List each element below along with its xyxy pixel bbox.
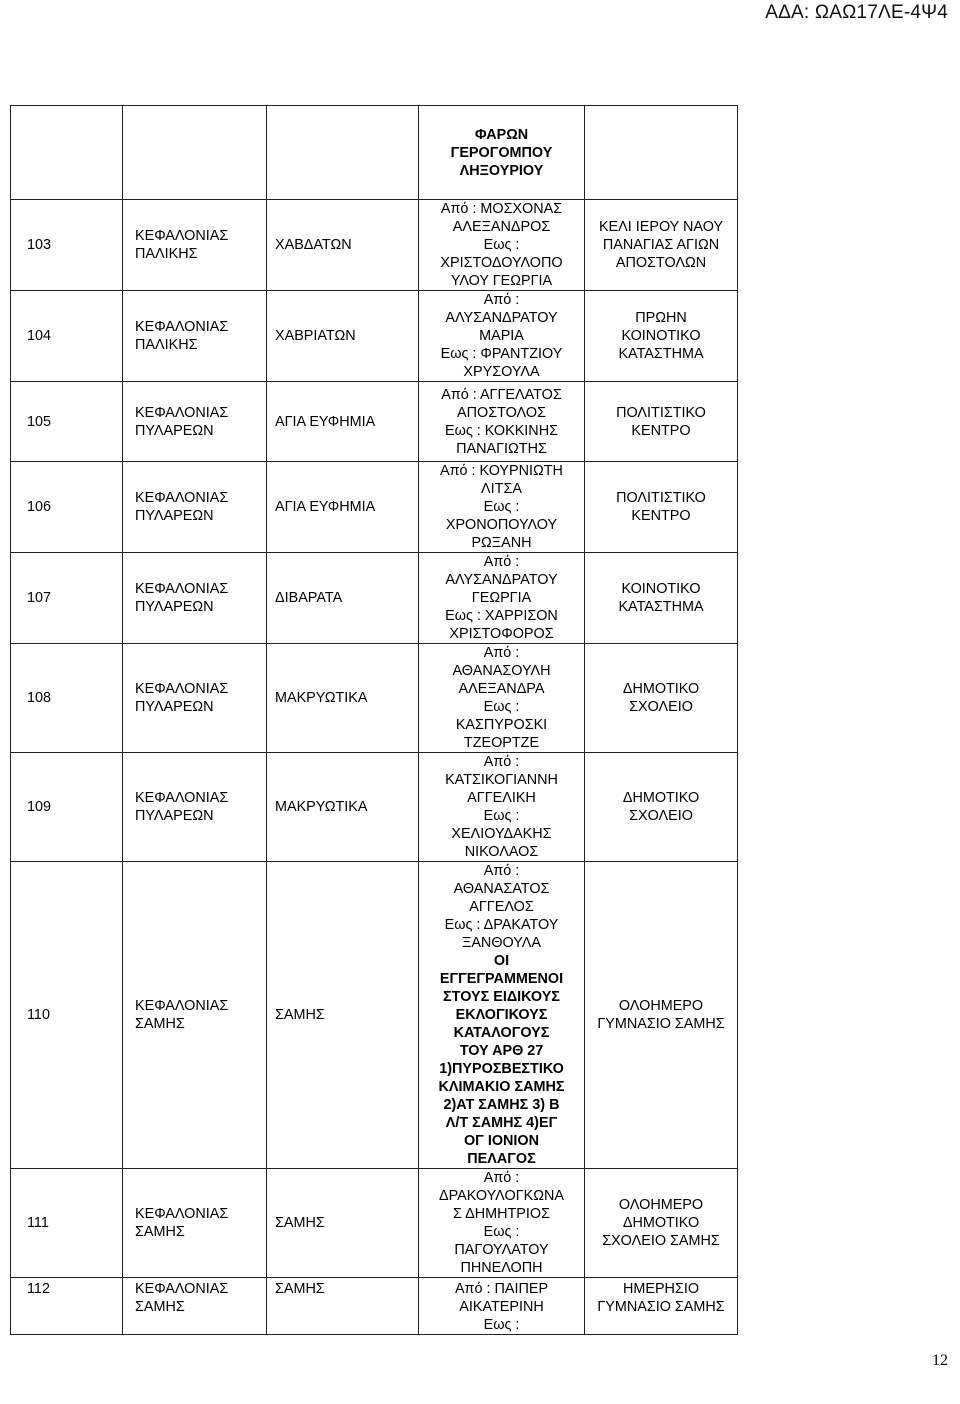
row-number: 109 [11,753,123,862]
name-line: Εως : [483,808,520,824]
location-line: ΠΡΩΗΝ [635,310,687,326]
place-cell: ΔΙΒΑΡΑΤΑ [267,553,419,644]
location-line: ΚΟΙΝΟΤΙΚΟ [621,328,701,344]
municipality-line: ΠΑΛΙΚΗΣ [135,246,198,262]
location-line: ΓΥΜΝΑΣΙΟ ΣΑΜΗΣ [597,1016,725,1032]
ada-code: ΑΔΑ: ΩΑΩ17ΛΕ-4Ψ4 [765,2,948,23]
special-voters-line: ΚΑΤΑΛΟΓΟΥΣ [453,1025,550,1041]
municipality-cell [123,462,267,553]
name-line: Από : ΑΓΓΕΛΑΤΟΣ [441,386,562,403]
name-line: Εως : [483,237,520,253]
name-line: ΑΛΥΣΑΝΔΡΑΤΟΥ [445,572,558,588]
name-line: ΑΙΚΑΤΕΡΙΝΗ [459,1299,544,1315]
location-line: ΑΠΟΣΤΟΛΩΝ [615,255,707,271]
table-row [11,382,738,462]
header-line: ΦΑΡΩΝ [474,126,529,143]
location-line: ΚΟΙΝΟΤΙΚΟ [621,581,701,597]
name-line: ΑΘΑΝΑΣΑΤΟΣ [453,881,550,897]
name-line: ΚΑΣΠΥΡΟΣΚΙ [455,717,548,733]
name-line: ΛΙΤΣΑ [481,481,522,497]
municipality-line: ΠΥΛΑΡΕΩΝ [135,508,214,524]
name-line: Από : [483,292,520,308]
name-line: ΧΡΙΣΤΟΔΟΥΛΟΠΟ [440,255,563,271]
name-line: ΠΗΝΕΛΟΠΗ [460,1260,543,1276]
location-line: ΣΧΟΛΕΙΟ [629,808,693,824]
special-voters-line: ΟΙ [493,953,510,969]
row-number: 103 [11,200,123,291]
place-cell: ΣΑΜΗΣ [267,862,419,1169]
table-row [11,862,738,1169]
place-cell: ΜΑΚΡΥΩΤΙΚΑ [267,753,419,862]
municipality-line: ΚΕΦΑΛΟΝΙΑΣ [135,404,229,421]
table-header-row [11,106,738,200]
municipality-line: ΚΕΦΑΛΟΝΙΑΣ [135,681,229,697]
location-line: ΣΧΟΛΕΙΟ ΣΑΜΗΣ [602,1233,720,1249]
name-line: ΥΛΟΥ ΓΕΩΡΓΙΑ [450,273,553,289]
municipality-line: ΠΥΛΑΡΕΩΝ [135,599,214,615]
name-line: ΝΙΚΟΛΑΟΣ [464,844,539,860]
committee-names-cell [419,644,585,753]
location-line: ΓΥΜΝΑΣΙΟ ΣΑΜΗΣ [597,1299,725,1315]
table-row [11,1169,738,1278]
header-line: ΓΕΡΟΓΟΜΠΟΥ [450,144,553,161]
special-voters-line: ΚΛΙΜΑΚΙΟ ΣΑΜΗΣ [438,1079,565,1095]
municipality-line: ΣΑΜΗΣ [135,1299,185,1315]
name-line: ΜΑΡΙΑ [479,328,524,344]
municipality-line: ΠΥΛΑΡΕΩΝ [135,422,214,439]
row-number: 108 [11,644,123,753]
location-cell [585,753,738,862]
municipality-line: ΚΕΦΑΛΟΝΙΑΣ [135,228,229,244]
committee-names-cell [419,200,585,291]
municipality-line: ΚΕΦΑΛΟΝΙΑΣ [135,998,229,1014]
location-line: ΣΧΟΛΕΙΟ [629,699,693,715]
special-voters-line: ΕΓΓΕΓΡΑΜΜΕΝΟΙ [439,971,564,987]
location-line: ΚΑΤΑΣΤΗΜΑ [618,346,704,362]
location-cell [585,644,738,753]
municipality-cell [123,1278,267,1335]
row-number: 106 [11,462,123,553]
municipality-cell [123,862,267,1169]
name-line: ΚΑΤΣΙΚΟΓΙΑΝΝΗ [445,772,558,788]
municipality-line: ΚΕΦΑΛΟΝΙΑΣ [135,319,229,335]
municipality-cell [123,1169,267,1278]
municipality-cell [123,644,267,753]
special-voters-line: ΕΚΛΟΓΙΚΟΥΣ [455,1007,548,1023]
location-line: ΟΛΟΗΜΕΡΟ [618,998,704,1014]
place-cell: ΧΑΒΡΙΑΤΩΝ [267,291,419,382]
row-number: 104 [11,291,123,382]
committee-names-cell [419,753,585,862]
location-line: ΚΕΝΤΡΟ [631,508,691,524]
name-line: Από : [483,863,520,879]
name-line: Εως : ΚΟΚΚΙΝΗΣ [445,422,558,439]
location-cell [585,462,738,553]
committee-names-cell [419,862,585,1169]
municipality-line: ΠΥΛΑΡΕΩΝ [135,699,214,715]
row-number: 110 [11,862,123,1169]
row-number: 112 [11,1278,123,1335]
name-line: Από : [483,754,520,770]
location-line: ΗΜΕΡΗΣΙΟ [622,1281,700,1297]
name-line: ΞΑΝΘΟΥΛΑ [461,935,541,951]
place-cell: ΧΑΒΔΑΤΩΝ [267,200,419,291]
name-line: ΧΡΙΣΤΟΦΟΡΟΣ [449,626,554,642]
page-number: 12 [932,1352,948,1369]
location-cell [585,382,738,462]
name-line: Εως : [483,1317,520,1333]
location-line: ΠΑΝΑΓΙΑΣ ΑΓΙΩΝ [602,237,720,253]
name-line: ΧΕΛΙΟΥΔΑΚΗΣ [451,826,552,842]
name-line: Εως : ΦΡΑΝΤΖΙΟΥ [440,346,563,362]
location-cell [585,291,738,382]
name-line: ΑΠΟΣΤΟΛΟΣ [457,404,546,421]
location-line: ΔΗΜΟΤΙΚΟ [622,1215,700,1231]
name-line: ΧΡΟΝΟΠΟΥΛΟΥ [445,517,558,533]
municipality-line: ΚΕΦΑΛΟΝΙΑΣ [135,1281,229,1297]
location-cell [585,200,738,291]
location-line: ΠΟΛΙΤΙΣΤΙΚΟ [616,490,706,506]
location-line: ΚΕΛΙ ΙΕΡΟΥ ΝΑΟΥ [598,219,724,235]
special-voters-line: ΠΕΛΑΓΟΣ [467,1151,536,1167]
place-cell: ΑΓΙΑ ΕΥΦΗΜΙΑ [267,462,419,553]
name-line: ΑΛΥΣΑΝΔΡΑΤΟΥ [445,310,558,326]
table-row [11,200,738,291]
name-line: ΑΛΕΞΑΝΔΡΟΣ [452,219,551,235]
name-line: Εως : ΧΑΡΡΙΣΟΝ [445,608,558,624]
municipality-cell [123,291,267,382]
special-voters-line: 1)ΠΥΡΟΣΒΕΣΤΙΚΟ [439,1061,564,1077]
location-line: ΚΑΤΑΣΤΗΜΑ [618,599,704,615]
location-line: ΠΟΛΙΤΙΣΤΙΚΟ [616,404,706,421]
name-line: ΠΑΓΟΥΛΑΤΟΥ [454,1242,549,1258]
special-voters-line: ΣΤΟΥΣ ΕΙΔΙΚΟΥΣ [443,989,560,1005]
committee-names-cell [419,1278,585,1335]
table-row [11,644,738,753]
table-row [11,553,738,644]
polling-stations-table [10,105,738,1335]
name-line: ΑΘΑΝΑΣΟΥΛΗ [452,663,551,679]
municipality-cell [123,553,267,644]
special-voters-line: ΤΟΥ ΑΡΘ 27 [459,1043,544,1059]
name-line: Από : [483,554,520,570]
municipality-line: ΣΑΜΗΣ [135,1016,185,1032]
name-line: ΑΓΓΕΛΙΚΗ [467,790,536,806]
municipality-line: ΠΥΛΑΡΕΩΝ [135,808,214,824]
table-row [11,291,738,382]
table-row [11,462,738,553]
municipality-line: ΣΑΜΗΣ [135,1224,185,1240]
municipality-line: ΚΕΦΑΛΟΝΙΑΣ [135,490,229,506]
committee-names-cell [419,1169,585,1278]
location-cell [585,1278,738,1335]
name-line: Εως : [483,1224,520,1240]
committee-names-cell [419,382,585,462]
name-line: ΑΓΓΕΛΟΣ [469,899,534,915]
municipality-cell [123,753,267,862]
municipality-line: ΚΕΦΑΛΟΝΙΑΣ [135,1206,229,1222]
header-cell [419,106,585,200]
row-number: 107 [11,553,123,644]
municipality-line: ΚΕΦΑΛΟΝΙΑΣ [135,581,229,597]
municipality-cell [123,200,267,291]
row-number: 111 [11,1169,123,1278]
place-cell: ΣΑΜΗΣ [267,1169,419,1278]
name-line: Εως : [483,499,520,515]
name-line: ΔΡΑΚΟΥΛΟΓΚΩΝΑ [439,1188,564,1204]
municipality-line: ΚΕΦΑΛΟΝΙΑΣ [135,790,229,806]
name-line: ΑΛΕΞΑΝΔΡΑ [458,681,545,697]
header-line: ΛΗΞΟΥΡΙΟΥ [459,162,544,179]
name-line: Από : ΜΟΣΧΟΝΑΣ [440,201,563,217]
row-number: 105 [11,382,123,462]
special-voters-line: Λ/Τ ΣΑΜΗΣ 4)ΕΓ [445,1115,558,1131]
table-row [11,753,738,862]
place-cell: ΑΓΙΑ ΕΥΦΗΜΙΑ [267,382,419,462]
location-line: ΚΕΝΤΡΟ [631,422,691,439]
name-line: Από : ΠΑΙΠΕΡ [454,1281,549,1297]
name-line: Από : ΚΟΥΡΝΙΩΤΗ [440,463,563,479]
name-line: Σ ΔΗΜΗΤΡΙΟΣ [453,1206,550,1222]
name-line: Εως : [483,699,520,715]
location-cell [585,862,738,1169]
special-voters-line: ΟΓ ΙΟΝΙΟΝ [463,1133,539,1149]
location-line: ΔΗΜΟΤΙΚΟ [622,790,700,806]
place-cell: ΜΑΚΡΥΩΤΙΚΑ [267,644,419,753]
location-line: ΔΗΜΟΤΙΚΟ [622,681,700,697]
name-line: Από : [483,645,520,661]
committee-names-cell [419,462,585,553]
municipality-line: ΠΑΛΙΚΗΣ [135,337,198,353]
special-voters-line: 2)ΑΤ ΣΑΜΗΣ 3) Β [443,1097,560,1113]
name-line: ΓΕΩΡΓΙΑ [471,590,532,606]
name-line: ΤΖΕΟΡΤΖΕ [463,735,540,751]
name-line: Από : [483,1170,520,1186]
name-line: ΧΡΥΣΟΥΛΑ [463,364,540,380]
name-line: Εως : ΔΡΑΚΑΤΟΥ [444,917,559,933]
committee-names-cell [419,291,585,382]
municipality-cell [123,382,267,462]
location-line: ΟΛΟΗΜΕΡΟ [618,1197,704,1213]
location-cell [585,553,738,644]
location-cell [585,1169,738,1278]
table-row [11,1278,738,1335]
name-line: ΠΑΝΑΓΙΩΤΗΣ [456,440,547,457]
place-cell: ΣΑΜΗΣ [267,1278,419,1335]
committee-names-cell [419,553,585,644]
name-line: ΡΩΞΑΝΗ [471,535,532,551]
